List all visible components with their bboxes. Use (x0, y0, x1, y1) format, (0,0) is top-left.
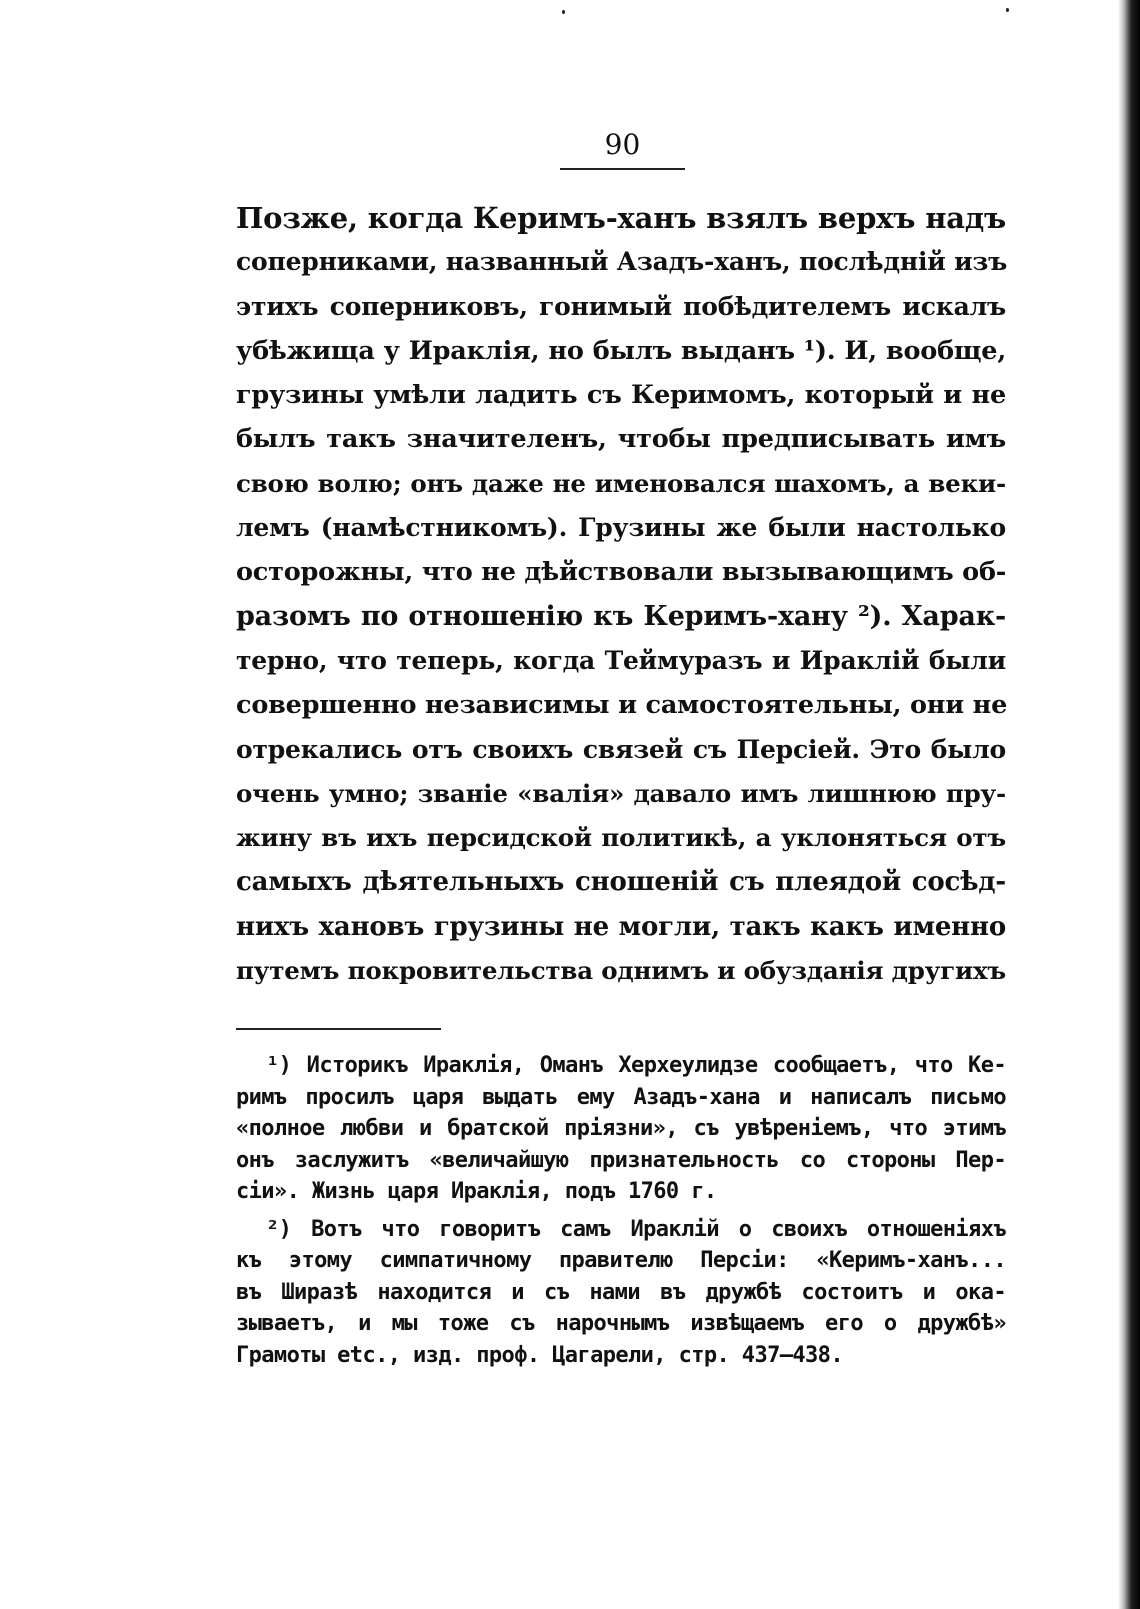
footnote-line: въ Ширазѣ находится и съ нами въ дружбѣ состоитъ и ока- (236, 1279, 1006, 1305)
text-line: терно, что теперь, когда Теймуразъ и Ираклiй были (236, 645, 1006, 675)
text-line: жину въ ихъ персидской политикѣ, а уклоняться отъ (236, 823, 1006, 853)
text-line: свою волю; онъ даже не именовался шахомъ, а веки- (236, 468, 1006, 498)
footnote-line: къ этому симпатичному правителю Персiи: «Керимъ-ханъ... (236, 1248, 1006, 1273)
print-speck (1006, 8, 1009, 12)
text-line: очень умно; званiе «валiя» давало имъ лишнюю пру- (236, 778, 1006, 808)
text-line: этихъ соперниковъ, гонимый побѣдителемъ искалъ (236, 291, 1006, 321)
footnote-line: онъ заслужитъ «величайшую признательность со стороны Пер- (236, 1147, 1006, 1173)
text-line: совершенно независимы и самостоятельны, они не (236, 690, 1008, 721)
print-speck (562, 10, 565, 14)
main-text (236, 196, 1006, 993)
text-line: убѣжища у Ираклiя, но былъ выданъ ¹). И, вообще, (236, 335, 1006, 366)
footnote-1 (236, 1050, 1006, 1208)
text-line: путемъ покровительства однимъ и обузданiя другихъ (236, 956, 1006, 986)
footnote-line: ¹) Историкъ Ираклiя, Оманъ Херхеулидзе сообщаетъ, что Ке- (266, 1053, 1006, 1078)
text-line: лемъ (намѣстникомъ). Грузины же были настолько (236, 513, 1006, 543)
footnotes (236, 1050, 1006, 1371)
text-line: соперниками, названный Азадъ-ханъ, послѣднiй изъ (236, 247, 1008, 277)
page-number: 90 (604, 128, 641, 161)
text-line: нихъ хановъ грузины не могли, такъ какъ именно (236, 911, 1006, 942)
footnote-separator (236, 1028, 441, 1030)
binding-edge (1118, 0, 1140, 1609)
footnote-line: римъ просилъ царя выдать ему Азадъ-хана и написалъ письмо (236, 1084, 1006, 1110)
text-line: грузины умѣли ладить съ Керимомъ, который и не (236, 380, 1006, 411)
footnote-line: «полное любви и братской прiязни», съ увѣренiемъ, что этимъ (236, 1116, 1006, 1141)
footnote-line: ²) Вотъ что говоритъ самъ Ираклiй о своихъ отношенiяхъ (266, 1216, 1006, 1242)
page-number-rule (560, 168, 685, 170)
text-line: самыхъ дѣятельныхъ сношенiй съ плеядой сосѣд- (236, 867, 1006, 898)
text-line: отрекались отъ своихъ связей съ Персiей. Это было (236, 734, 1006, 764)
text-line: осторожны, что не дѣйствовали вызывающимъ об- (236, 557, 1007, 588)
text-line: Позже, когда Керимъ-ханъ взялъ верхъ надъ (236, 201, 1006, 235)
footnote-line: сiи». Жизнь царя Ираклiя, подъ 1760 г. (236, 1179, 717, 1204)
text-line: разомъ по отношенiю къ Керимъ-хану ²). Харак- (236, 600, 1006, 632)
footnote-line: Грамоты etc., изд. проф. Цагарели, стр. 437—438. (236, 1342, 843, 1368)
footnote-2 (236, 1214, 1006, 1372)
footnote-line: зываетъ, и мы тоже съ нарочнымъ извѣщаемъ его о дружбѣ» (236, 1311, 1006, 1336)
text-line: былъ такъ значителенъ, чтобы предписывать имъ (236, 424, 1006, 455)
